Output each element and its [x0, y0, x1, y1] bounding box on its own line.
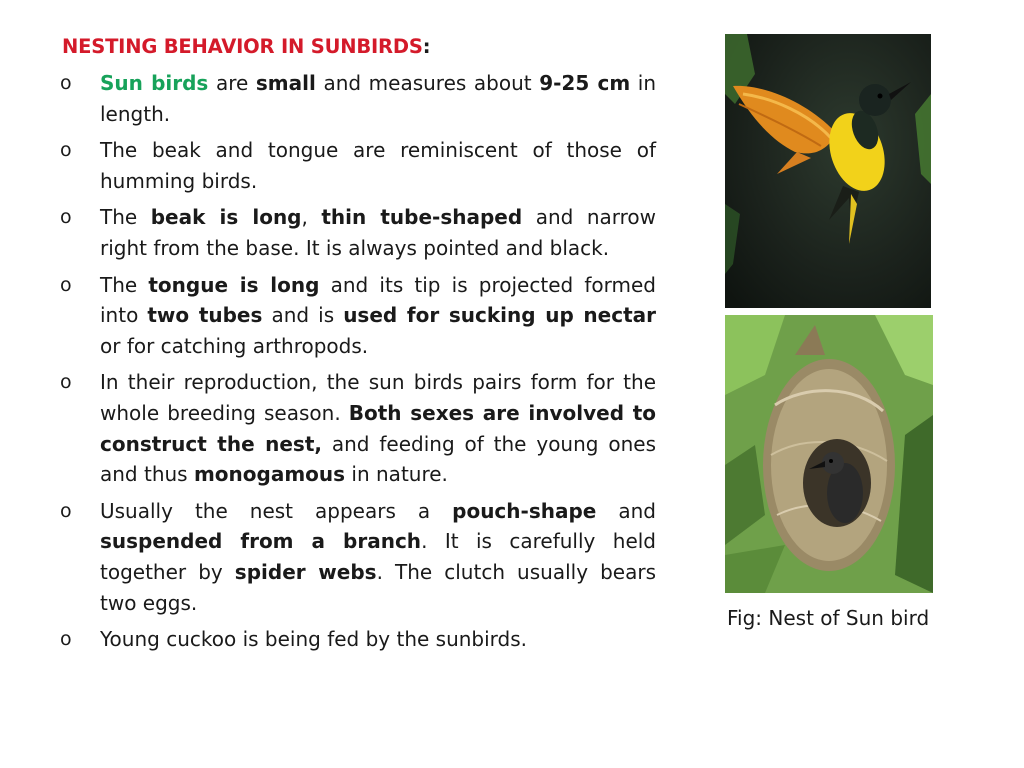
text: In their reproduction, the sun birds pairs form for the whole breeding season. — [100, 370, 656, 425]
list-item — [60, 135, 656, 196]
text: in length. — [100, 71, 656, 126]
bullet-icon: o — [60, 72, 72, 94]
sunbird-flight-photo — [725, 34, 931, 308]
list-item — [60, 624, 656, 655]
text: and its tip is projected formed into — [100, 272, 656, 328]
title-colon: : — [422, 35, 431, 58]
bold-text: beak is long — [150, 205, 302, 230]
list-item — [60, 270, 656, 362]
text: and measures about — [315, 71, 540, 95]
sunbird-nest-photo — [725, 315, 933, 593]
text: , — [301, 205, 322, 230]
sunbird-flight-image — [725, 34, 931, 308]
bullet-icon: o — [60, 206, 72, 229]
bold-text: pouch-shape — [452, 498, 597, 523]
text: or for catching arthropods. — [100, 333, 369, 358]
text: The — [100, 272, 149, 297]
text: The — [100, 205, 151, 230]
text: . It is carefully held together by — [100, 529, 657, 584]
text: and is — [262, 303, 344, 328]
bold-text: spider webs — [234, 559, 377, 584]
slide-title — [62, 32, 656, 62]
list-item — [60, 202, 656, 263]
text: and feeding of the young ones and thus — [100, 431, 656, 487]
text: Young cuckoo is being fed by the sunbirds. — [100, 627, 528, 652]
bold-text: tongue is long — [148, 272, 320, 297]
bold-text: Both sexes are involved to construct the nest, — [100, 400, 657, 456]
title-text: NESTING BEHAVIOR IN SUNBIRDS — [62, 35, 423, 58]
bullet-icon: o — [60, 273, 72, 296]
text-column — [60, 32, 656, 661]
bold-text: suspended from a branch — [100, 529, 422, 554]
bullet-icon: o — [60, 628, 72, 651]
sunbird-nest-image — [725, 315, 933, 593]
text: Usually the nest appears a — [100, 498, 453, 523]
list-item — [60, 496, 656, 618]
bullet-list — [60, 68, 656, 655]
bullet-icon: o — [60, 499, 72, 522]
text: The beak and tongue are reminiscent of those of humming birds. — [100, 138, 656, 193]
bold-text: used for sucking up nectar — [343, 303, 657, 328]
figure-caption: Fig: Nest of Sun bird — [727, 606, 930, 630]
bold-text: 9-25 cm — [539, 71, 631, 95]
bold-text: thin tube-shaped — [321, 205, 523, 230]
highlight-text: Sun birds — [100, 71, 209, 95]
text: in nature. — [345, 462, 448, 487]
bullet-icon: o — [60, 139, 72, 162]
text: and narrow right from the base. It is always pointed and black. — [100, 205, 657, 260]
text: are — [208, 71, 256, 95]
list-item — [60, 367, 656, 489]
list-item — [60, 68, 656, 129]
bold-text: two tubes — [147, 303, 263, 328]
bold-text: monogamous — [193, 462, 346, 487]
bold-text: small — [255, 71, 316, 95]
bullet-icon: o — [60, 371, 72, 394]
text: and — [596, 498, 656, 523]
text: . The clutch usually bears two eggs. — [100, 559, 657, 615]
